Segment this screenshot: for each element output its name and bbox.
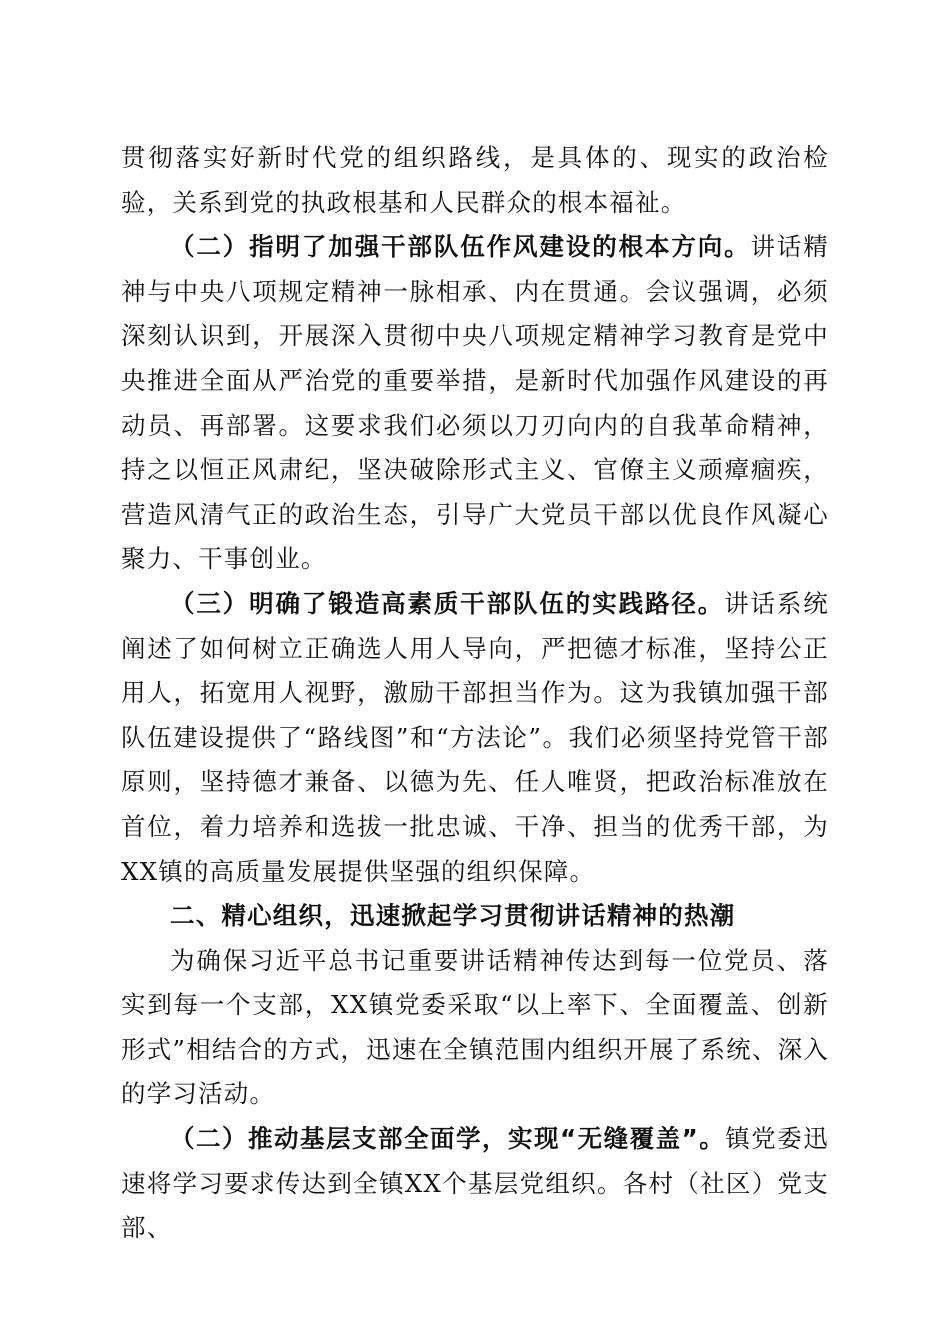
subheading-grassroots: （二）推动基层支部全面学，实现“无缝覆盖”。 (170, 1124, 726, 1154)
section-heading-two: 二、精心组织，迅速掀起学习贯彻讲话精神的热潮 (170, 901, 736, 931)
paragraph-body: 讲话精神与中央八项规定精神一脉相承、内在贯通。会议强调，必须深刻认识到，开展深入贯彻中央八项规定精神学习教育是党中央推进全面从严治党的重要举措，是新时代加强作风建设的再动员、再部署。这要求我们必须以刀刃向内的自我革命精神，持之以恒正风肃纪，坚决破除形式主义、官僚主义顽瘴痼疾，营造风清气正的政治生态，引导广大党员干部以优良作风凝心聚力、干事创业。 (121, 232, 829, 574)
paragraph-continuation: 贯彻落实好新时代党的组织路线，是具体的、现实的政治检验，关系到党的执政根基和人民群众的根本福祉。 (121, 143, 829, 217)
paragraph-organization: 为确保习近平总书记重要讲话精神传达到每一位党员、落实到每一个支部，XX镇党委采取“以上率下、全面覆盖、创新形式”相结合的方式，迅速在全镇范围内组织开展了系统、深入的学习活动。 (121, 945, 829, 1109)
paragraph-body: 讲话系统阐述了如何树立正确选人用人导向，严把德才标准，坚持公正用人，拓宽用人视野，激励干部担当作为。这为我镇加强干部队伍建设提供了“路线图”和“方法论”。我们必须坚持党管干部原则，坚持德才兼备、以德为先、任人唯贤，把政治标准放在首位，着力培养和选拔一批忠诚、干净、担当的优秀干部，为XX镇的高质量发展提供坚强的组织保障。 (121, 588, 829, 886)
subheading-style-direction: （二）指明了加强干部队伍作风建设的根本方向。 (170, 232, 751, 262)
paragraph-practice-path (121, 582, 829, 894)
paragraph-grassroots (121, 1117, 829, 1251)
subheading-practice-path: （三）明确了锻造高素质干部队伍的实践路径。 (170, 588, 725, 618)
paragraph-body: 镇党委迅速将学习要求传达到全镇XX个基层党组织。各村（社区）党支部、 (121, 1124, 829, 1243)
paragraph-style-direction (121, 225, 829, 582)
document-page (121, 136, 829, 1251)
